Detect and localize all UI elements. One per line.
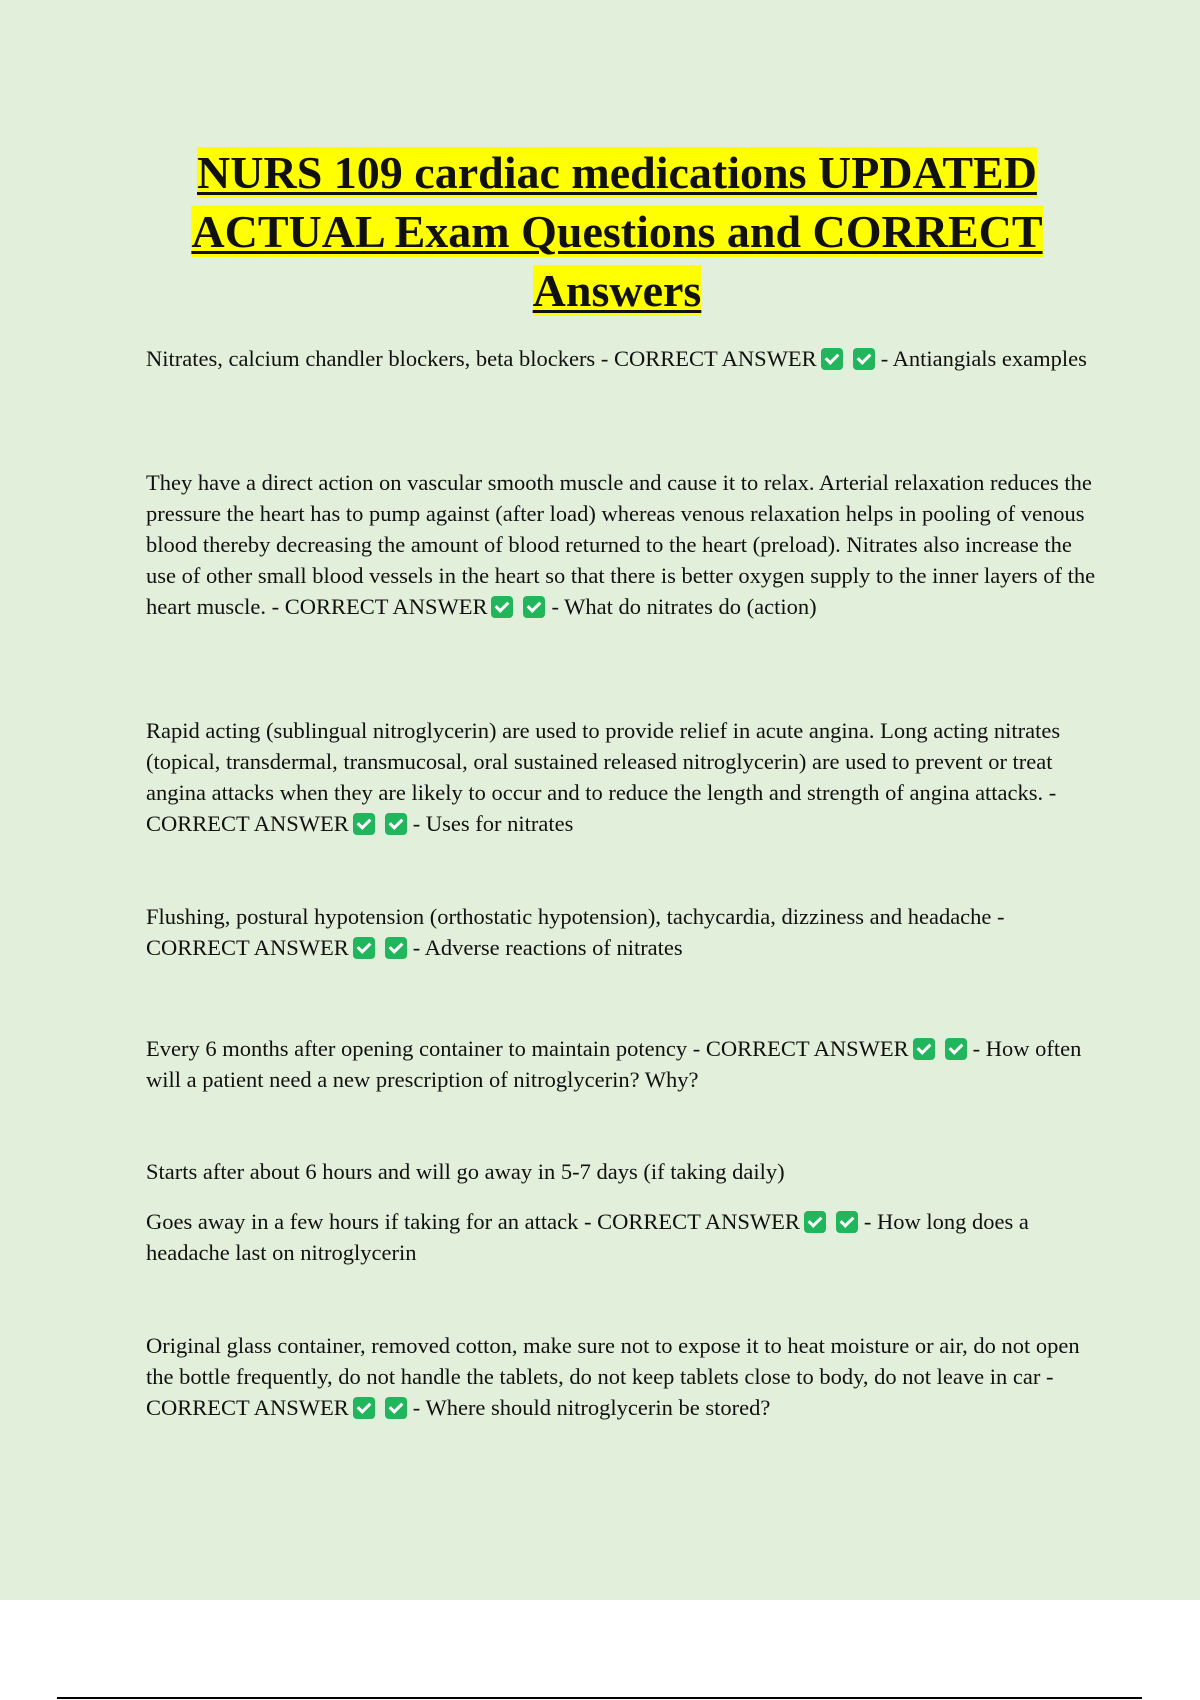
separator: - [1045, 1364, 1054, 1389]
question-text: Antiangials examples [892, 346, 1087, 371]
correct-answer-label: CORRECT ANSWER [146, 1395, 349, 1420]
question-text: How often will a patient need a new prescription of nitroglycerin? Why? [146, 1036, 1082, 1092]
answer-text: Rapid acting (sublingual nitroglycerin) are used to provide relief in acute angina. Long acting nitrates (topical, transdermal, transmucosal, oral sustained released nitroglycerin) are used to prevent or treat angina attacks when they are likely to occur and to reduce the length and strength of angina attacks. [146, 718, 1061, 805]
separator: - [1048, 780, 1057, 805]
correct-answer-label: CORRECT ANSWER [146, 935, 349, 960]
separator: - [972, 1036, 981, 1061]
document-title [140, 143, 1094, 320]
check-icon [853, 348, 875, 370]
check-icon [353, 937, 375, 959]
qa-entry [146, 1033, 1096, 1095]
answer-text: Flushing, postural hypotension (orthostatic hypotension), tachycardia, dizziness and headache [146, 904, 992, 929]
bottom-divider [57, 1697, 1142, 1699]
question-text: Uses for nitrates [425, 811, 574, 836]
separator: - [692, 1036, 701, 1061]
question-text: Adverse reactions of nitrates [424, 935, 683, 960]
document-title-text: NURS 109 cardiac medications UPDATED ACTUAL Exam Questions and CORRECT Answers [191, 147, 1043, 316]
separator: - [600, 346, 609, 371]
check-icon [836, 1211, 858, 1233]
check-icon [821, 348, 843, 370]
question-text: Where should nitroglycerin be stored? [425, 1395, 771, 1420]
qa-entry [146, 1206, 1096, 1268]
check-icon [353, 1397, 375, 1419]
correct-answer-label: CORRECT ANSWER [705, 1036, 909, 1061]
correct-answer-label: CORRECT ANSWER [597, 1209, 800, 1234]
correct-answer-label: CORRECT ANSWER [284, 594, 488, 619]
separator: - [997, 904, 1005, 929]
answer-preface-text: Starts after about 6 hours and will go away in 5-7 days (if taking daily) [146, 1159, 785, 1184]
check-icon [385, 1397, 407, 1419]
qa-entry [146, 715, 1096, 839]
qa-entry [146, 901, 1096, 963]
check-icon [523, 596, 545, 618]
separator: - [583, 1209, 592, 1234]
check-icon [385, 937, 407, 959]
correct-answer-label: CORRECT ANSWER [613, 346, 817, 371]
answer-text: Goes away in a few hours if taking for an attack [146, 1209, 579, 1234]
separator: - [271, 594, 280, 619]
separator: - [863, 1209, 872, 1234]
qa-entry [146, 1330, 1096, 1423]
question-text: How long does a headache last on nitroglycerin [146, 1209, 1029, 1265]
check-icon [353, 813, 375, 835]
question-text: What do nitrates do (action) [564, 594, 817, 619]
check-icon [913, 1038, 935, 1060]
check-icon [385, 813, 407, 835]
check-icon [804, 1211, 826, 1233]
answer-text: Every 6 months after opening container to maintain potency [146, 1036, 688, 1061]
separator: - [880, 346, 889, 371]
separator: - [412, 1395, 421, 1420]
check-icon [491, 596, 513, 618]
answer-text: They have a direct action on vascular smooth muscle and cause it to relax. Arterial relaxation reduces the pressure the heart has to pump against (after load) whereas venous relaxation helps in pooling of venous blood thereby decreasing the amount of blood returned to the heart (preload). Nitrates also increase the use of other small blood vessels in the heart so that there is better oxygen supply to the inner layers of the heart muscle. [146, 470, 1096, 619]
separator: - [551, 594, 559, 619]
qa-entry [146, 467, 1096, 622]
qa-entry-preface [146, 1156, 1096, 1187]
qa-entry [146, 343, 1096, 374]
check-icon [945, 1038, 967, 1060]
correct-answer-label: CORRECT ANSWER [146, 811, 349, 836]
answer-text: Nitrates, calcium chandler blockers, beta blockers [146, 346, 596, 371]
separator: - [412, 811, 421, 836]
separator: - [412, 935, 421, 960]
answer-text: Original glass container, removed cotton, make sure not to expose it to heat moisture or air, do not open the bottle frequently, do not handle the tablets, do not keep tablets close to body, do not leave in car [146, 1333, 1080, 1389]
